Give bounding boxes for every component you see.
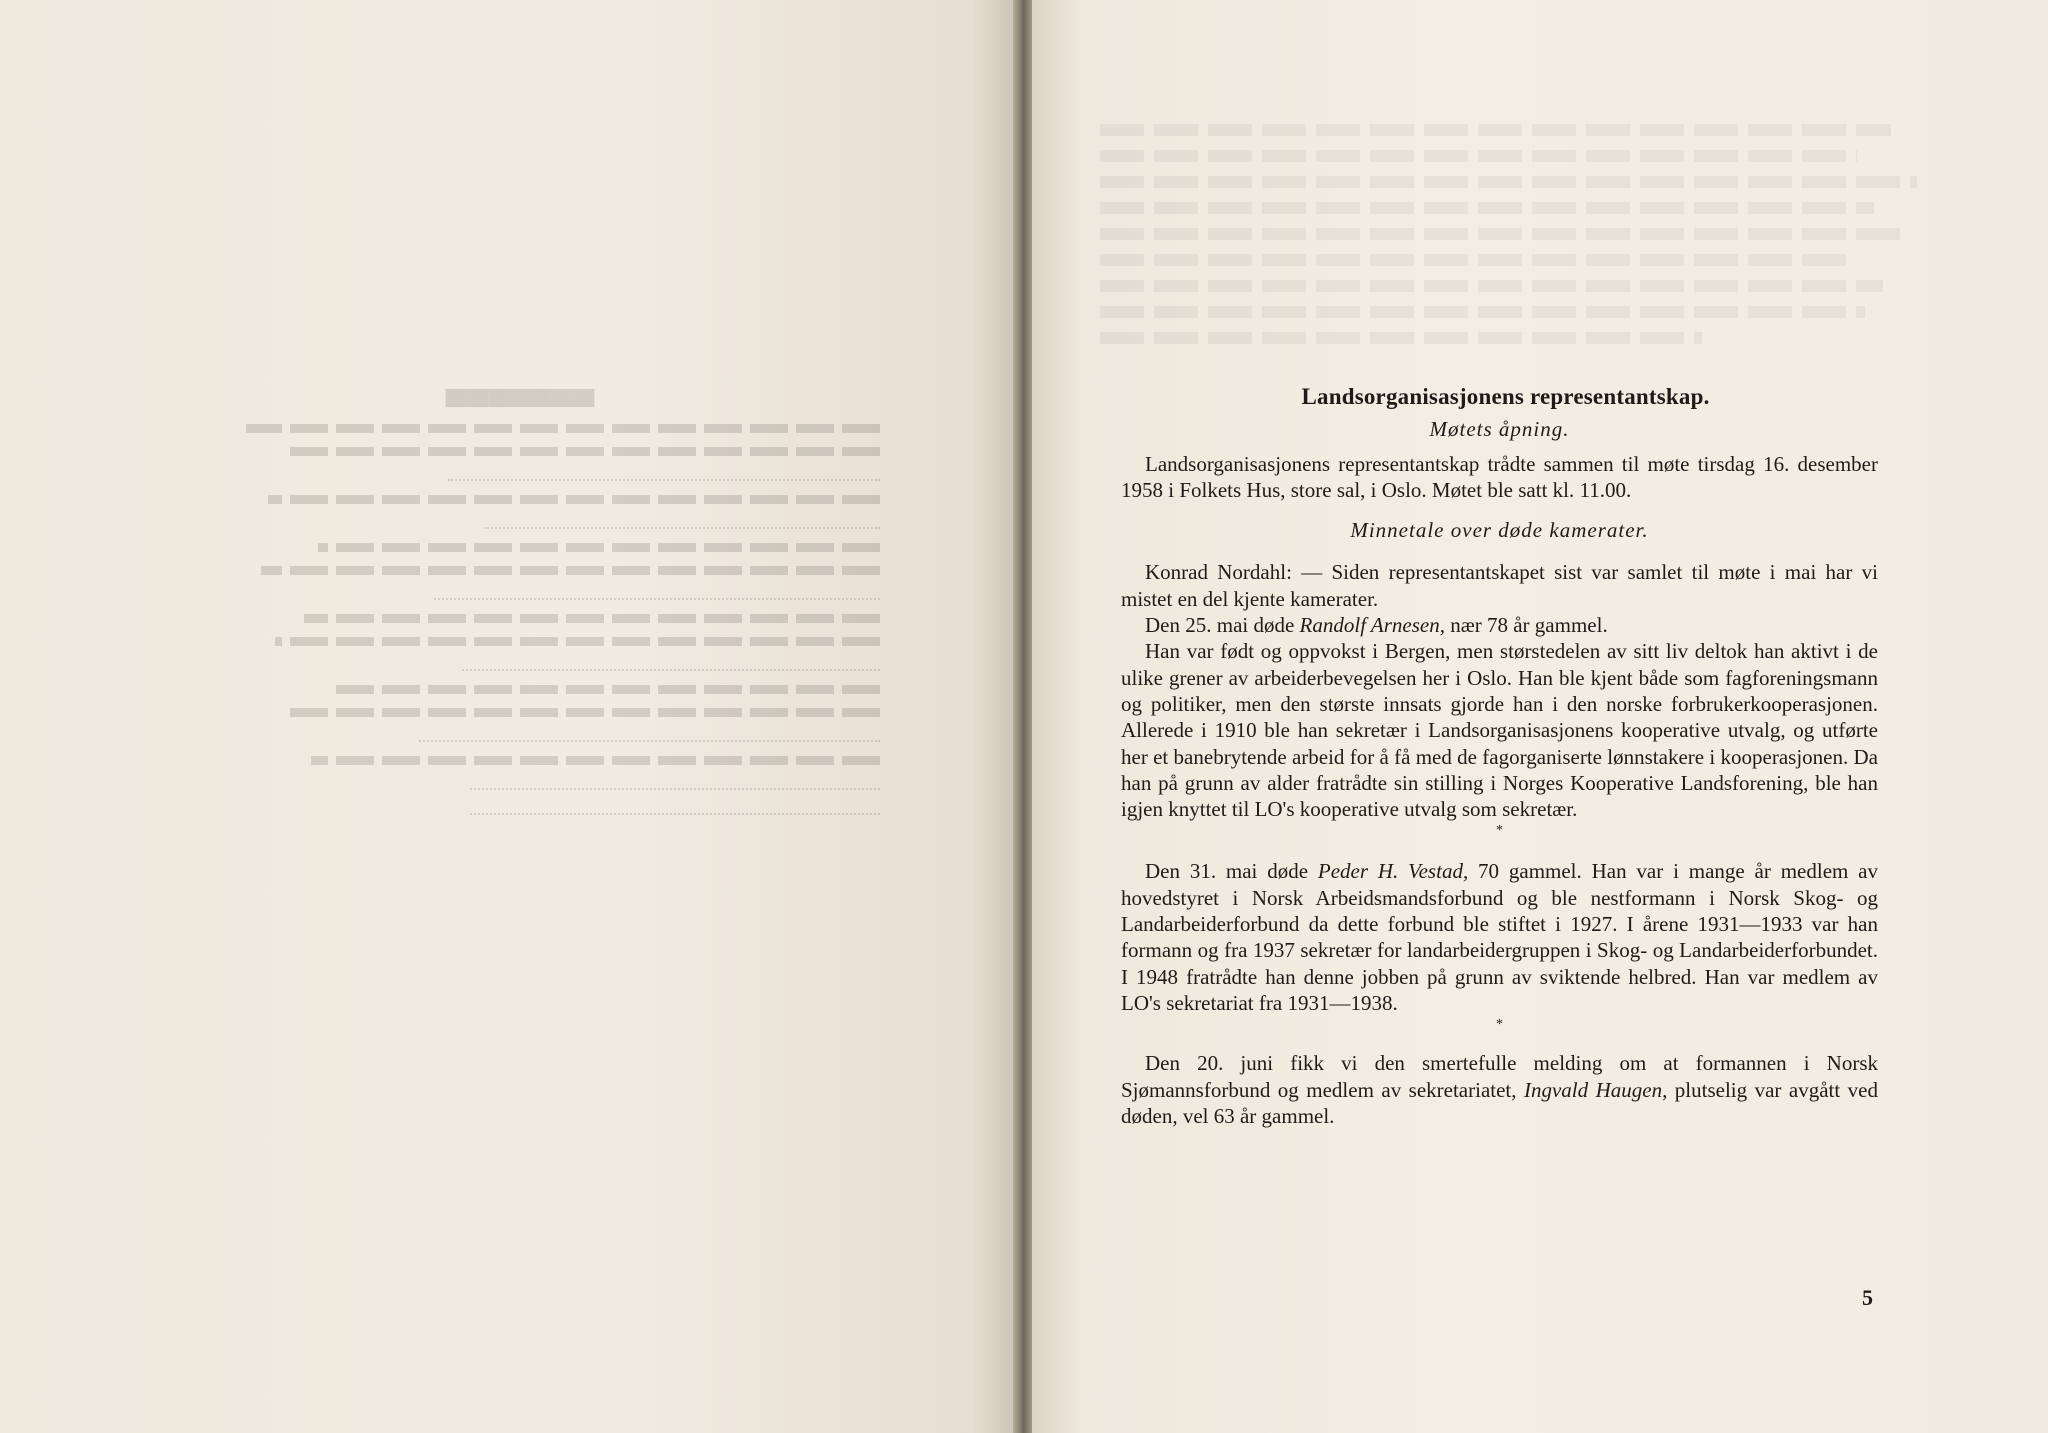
page-content — [1121, 384, 1878, 1129]
separator-asterisk: * — [1496, 823, 1503, 839]
opening-heading: Møtets åpning. — [1429, 417, 1570, 442]
haugen-name: Ingvald Haugen, — [1523, 1077, 1668, 1102]
separator-asterisk: * — [1496, 1017, 1503, 1033]
vestad-paragraph: Den 31. mai døde Peder H. Vestad, 70 gammel. Han var i mange år medlem av hovedstyret i Norsk Arbeidsmandsforbund og ble nestformann i Norsk Skog- og Landarbeiderforbund da dette forbund ble stiftet i 1927. I årene 1931—1933 var han formann og fra 1937 sekretær for landarbeidergruppen i Skog- og Landarbeiderforbundet. I 1948 fratrådte han denne jobben på grunn av sviktende helbred. Han var medlem av LO's sekretariat fra 1931—1938. — [1121, 859, 1878, 1015]
arnesen-paragraph: Den 25. mai døde Randolf Arnesen, nær 78 år gammel. — [1145, 613, 1608, 638]
book-gutter — [1013, 0, 1032, 1433]
arnesen-name: Randolf Arnesen, — [1299, 613, 1445, 638]
opening-paragraph: Landsorganisasjonens representantskap trådte sammen til møte tirsdag 16. desember 1958 i Folkets Hus, store sal, i Oslo. Møtet ble satt kl. 11.00. — [1121, 451, 1878, 502]
page-number: 5 — [1862, 1285, 1873, 1310]
speech-intro: Konrad Nordahl: — Siden representantskapet sist var samlet til møte i mai har vi mistet en del kjente kamerater. — [1121, 560, 1878, 611]
show-through-text: ▄▄▄▄▄▄▄ — [160, 360, 880, 880]
vestad-name: Peder H. Vestad, — [1317, 859, 1469, 884]
left-page — [0, 0, 1013, 1433]
memorial-heading: Minnetale over døde kamerater. — [1350, 518, 1649, 543]
page-title: Landsorganisasjonens representantskap. — [1301, 384, 1710, 409]
arnesen-bio: Han var født og oppvokst i Bergen, men størstedelen av sitt liv deltok han aktivt i de ulike grener av arbeiderbevegelsen her i Oslo. Han ble kjent både som fagforeningsmann og politiker, men den største innsats gjorde han i den norske forbrukerkooperasjonen. Allerede i 1910 ble han sekretær i Landsorganisasjonens kooperative utvalg, og utførte her et banebrytende arbeid for å få med de fagorganiserte lønnstakere i kooperasjonen. Da han på grunn av alder fratrådte sin stilling i Norges Kooperative Landsforening, ble han igjen knyttet til LO's kooperative utvalg som sekretær. — [1121, 639, 1878, 822]
haugen-paragraph: Den 20. juni fikk vi den smertefulle melding om at formannen i Norsk Sjømannsforbund og medlem av sekretariatet, Ingvald Haugen, plutselig var avgått ved døden, vel 63 år gammel. — [1121, 1051, 1878, 1128]
